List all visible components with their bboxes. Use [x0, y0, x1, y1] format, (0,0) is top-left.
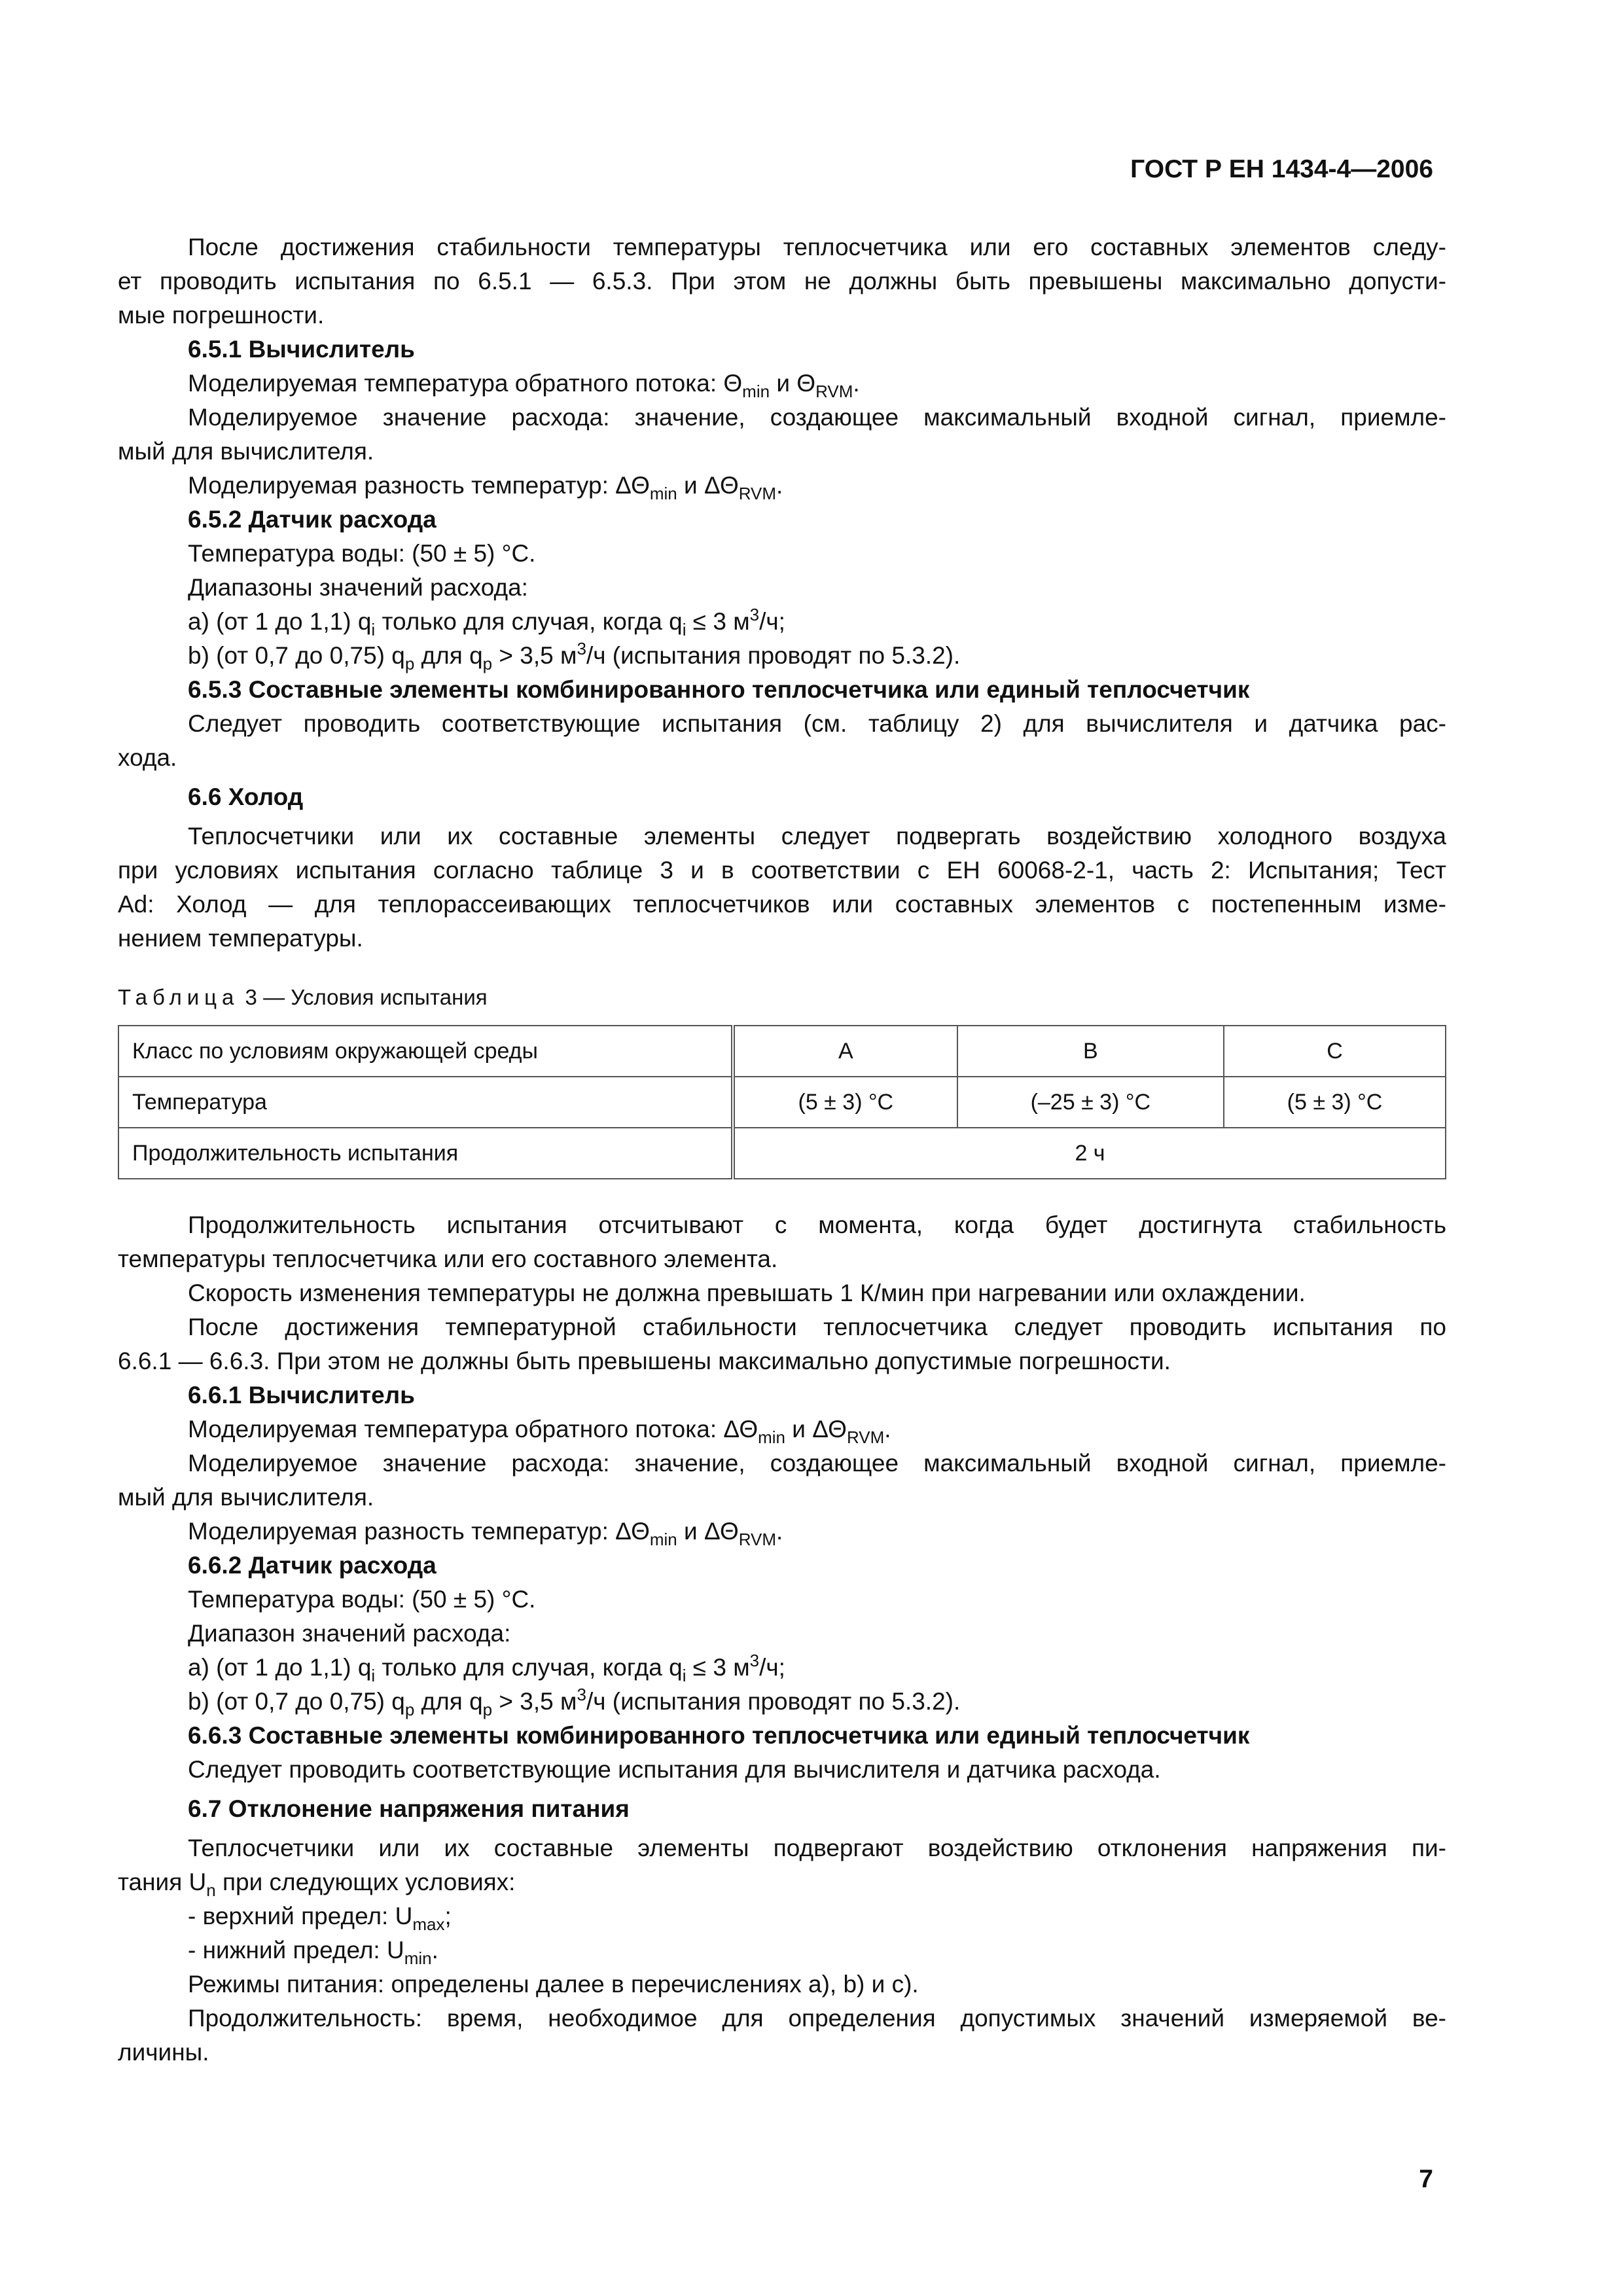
text-line: После достижения стабильности температуры теплосчетчика или его составных элементов следу-	[188, 234, 1446, 260]
table-cell: (5 ± 3) °С	[733, 1077, 957, 1128]
text-line: 6.6.1 — 6.6.3. При этом не должны быть превышены максимально допустимые погрешности.	[118, 1348, 1171, 1374]
text-line: Ad: Холод — для теплорассеивающих теплосчетчиков или составных элементов с постепенным изме-	[118, 891, 1446, 918]
text-line: Моделируемая разность температур: $\Delta\Theta_{min}$ и $\Delta\Theta_{RVM}$.	[188, 472, 783, 503]
text-line: Следует проводить соответствующие испытания (см. таблицу 2) для вычислителя и датчика рас-	[188, 710, 1446, 737]
list-item: a) (от 1 до 1,1) $q_i$ только для случая, когда $q_i \le 3$ $м^3/ч$;	[188, 605, 785, 639]
text-line: После достижения температурной стабильности теплосчетчика следует проводить испытания по	[188, 1314, 1446, 1340]
table-cell: 2 ч	[733, 1128, 1446, 1179]
text-line: Продолжительность испытания отсчитывают с момента, когда будет достигнута стабильность	[188, 1211, 1446, 1238]
text-line: Температура воды: (50 ± 5) °С.	[188, 1586, 536, 1613]
text-line: Продолжительность: время, необходимое для определения допустимых значений измеряемой ве-	[188, 2005, 1446, 2032]
text-line: Диапазон значений расхода:	[188, 1620, 511, 1647]
text-line: Следует проводить соответствующие испытания для вычислителя и датчика расхода.	[188, 1756, 1161, 1783]
section-heading-6-7: 6.7 Отклонение напряжения питания	[188, 1795, 630, 1822]
text-line: Режимы питания: определены далее в перечислениях a), b) и c).	[188, 1971, 919, 1998]
text-line: Температура воды: (50 ± 5) °С.	[188, 540, 536, 567]
table-row	[118, 1026, 1446, 1077]
text-line: Теплосчетчики или их составные элементы следует подвергать воздействию холодного воздуха	[188, 823, 1446, 850]
section-heading-6-6-3: 6.6.3 Составные элементы комбинированного теплосчетчика или единый теплосчетчик	[188, 1722, 1250, 1749]
list-item: - нижний предел: $U_{min}$.	[188, 1937, 438, 1968]
text-line: Скорость изменения температуры не должна превышать 1 К/мин при нагревании или охлаждении.	[188, 1280, 1306, 1306]
table-cell: B	[957, 1026, 1224, 1077]
text-line: при условиях испытания согласно таблице 3 и в соответствии с ЕН 60068-2-1, часть 2: Испытания; Тест	[118, 857, 1446, 884]
section-heading-6-6-1: 6.6.1 Вычислитель	[188, 1382, 415, 1408]
text-line: Теплосчетчики или их составные элементы подвергают воздействию отклонения напряжения пи-	[188, 1835, 1446, 1861]
table-cell: C	[1224, 1026, 1446, 1077]
section-heading-6-5-1: 6.5.1 Вычислитель	[188, 336, 415, 363]
text-line: Моделируемое значение расхода: значение, создающее максимальный входной сигнал, приемле-	[188, 404, 1446, 431]
text-line: мые погрешности.	[118, 302, 325, 329]
text-line: Моделируемая разность температур: $\Delta\Theta_{min}$ и $\Delta\Theta_{RVM}$.	[188, 1518, 783, 1549]
section-heading-6-6-2: 6.6.2 Датчик расхода	[188, 1552, 437, 1579]
text-line: Моделируемая температура обратного потока: $\Theta_{min}$ и $\Theta_{RVM}$.	[188, 370, 860, 401]
text-line: тания $U_n$ при следующих условиях:	[118, 1869, 516, 1900]
text-line: мый для вычислителя.	[118, 438, 374, 465]
table-cell: Продолжительность испытания	[118, 1128, 733, 1179]
list-item: - верхний предел: $U_{max}$;	[188, 1903, 452, 1934]
table-cell: (5 ± 3) °С	[1224, 1077, 1446, 1128]
text-line: Моделируемое значение расхода: значение, создающее максимальный входной сигнал, приемле-	[188, 1450, 1446, 1477]
text-line: ет проводить испытания по 6.5.1 — 6.5.3. При этом не должны быть превышены максимально допусти-	[118, 268, 1446, 295]
page-number: 7	[1419, 2165, 1433, 2193]
text-line: температуры теплосчетчика или его составного элемента.	[118, 1246, 778, 1272]
text-line: Моделируемая температура обратного потока: $\Delta\Theta_{min}$ и $\Delta\Theta_{RVM}$.	[188, 1416, 891, 1447]
table-row	[118, 1128, 1446, 1179]
table-cell: Класс по условиям окружающей среды	[118, 1026, 733, 1077]
document-code: ГОСТ Р ЕН 1434-4—2006	[1130, 155, 1433, 183]
text-line: нением температуры.	[118, 925, 363, 952]
table-row	[118, 1077, 1446, 1128]
conditions-table	[118, 1025, 1446, 1179]
text-line: хода.	[118, 744, 177, 771]
section-heading-6-6: 6.6 Холод	[188, 783, 304, 810]
table-cell: (–25 ± 3) °С	[957, 1077, 1224, 1128]
intro-paragraph	[118, 230, 1446, 332]
text-line: личины.	[118, 2039, 209, 2066]
table-cell: Температура	[118, 1077, 733, 1128]
page-body	[118, 230, 1446, 2070]
text-line: Диапазоны значений расхода:	[188, 574, 528, 601]
table-cell: A	[733, 1026, 957, 1077]
list-item: b) (от 0,7 до 0,75) $q_p$ для $q_p > 3,5$ $м^3/ч$ (испытания проводят по 5.3.2).	[188, 1685, 961, 1719]
text-line: мый для вычислителя.	[118, 1484, 374, 1511]
list-item: a) (от 1 до 1,1) $q_i$ только для случая, когда $q_i \le 3$ $м^3/ч$;	[188, 1651, 785, 1685]
section-heading-6-5-3: 6.5.3 Составные элементы комбинированного теплосчетчика или единый теплосчетчик	[188, 676, 1250, 703]
table-caption: Таблица 3 — Условия испытания	[118, 985, 488, 1009]
list-item: b) (от 0,7 до 0,75) $q_p$ для $q_p > 3,5$ $м^3/ч$ (испытания проводят по 5.3.2).	[188, 639, 961, 673]
section-heading-6-5-2: 6.5.2 Датчик расхода	[188, 506, 437, 533]
